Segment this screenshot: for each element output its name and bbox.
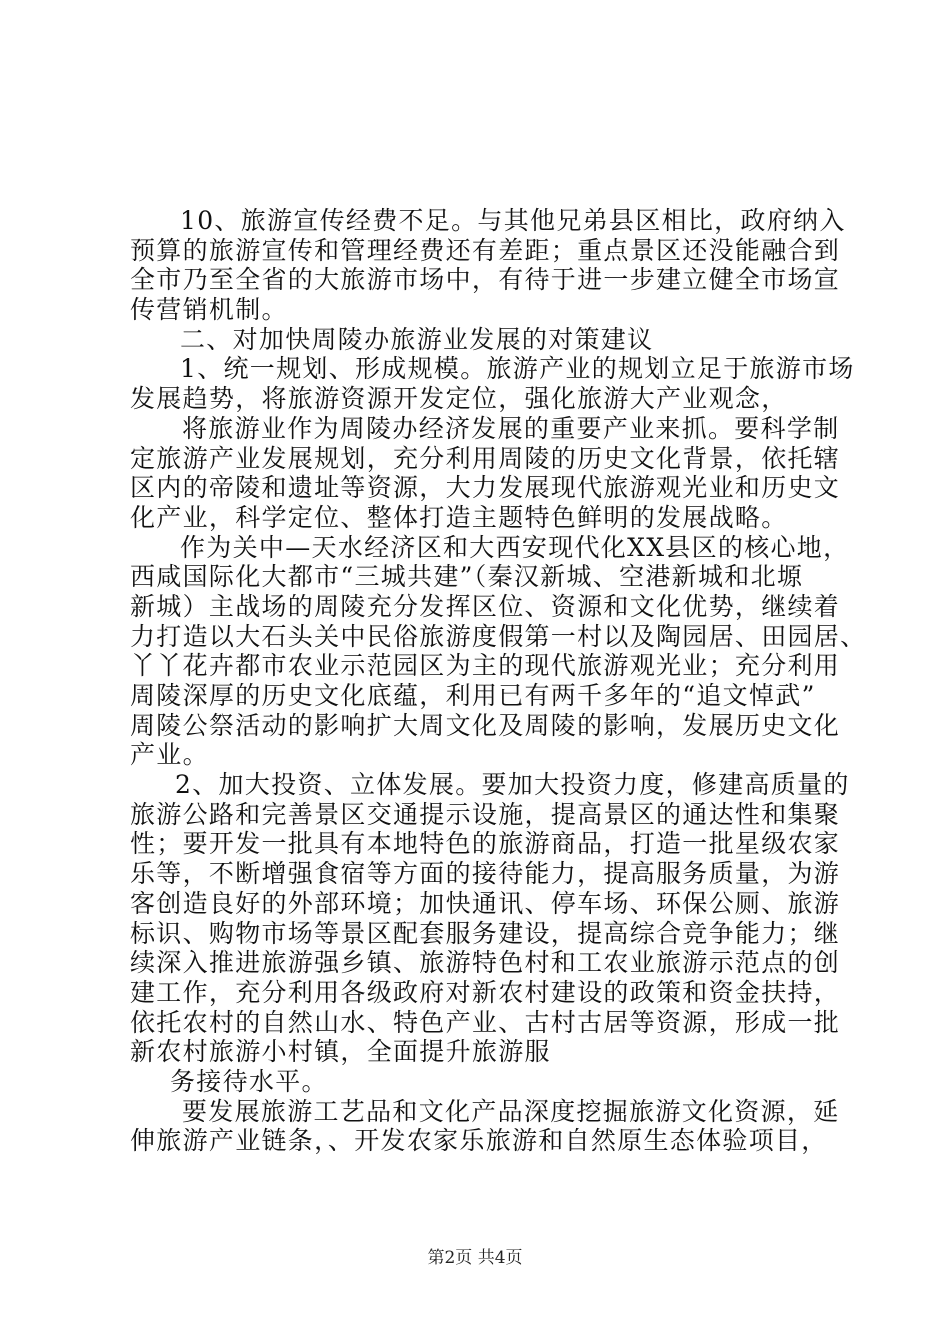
text-line: 作为关中—天水经济区和大西安现代化XX县区的核心地， bbox=[180, 532, 850, 562]
text-line: 务接待水平。 bbox=[170, 1066, 328, 1096]
text-line: 依托农村的自然山水、特色产业、古村古居等资源，形成一批 bbox=[130, 1007, 841, 1037]
text-line: 西咸国际化大都市“三城共建”（秦汉新城、空港新城和北塬 bbox=[130, 562, 804, 592]
text-line: 乐等，不断增强食宿等方面的接待能力，提高服务质量，为游 bbox=[130, 859, 841, 889]
text-line: 要发展旅游工艺品和文化产品深度挖掘旅游文化资源，延 bbox=[182, 1096, 840, 1126]
text-line: 化产业，科学定位、整体打造主题特色鲜明的发展战略。 bbox=[130, 502, 788, 532]
text-line: 预算的旅游宣传和管理经费还有差距；重点景区还没能融合到 bbox=[130, 235, 841, 265]
text-line: 丫丫花卉都市农业示范园区为主的现代旅游观光业；充分利用 bbox=[130, 651, 841, 681]
text-line: 二、对加快周陵办旅游业发展的对策建议 bbox=[180, 324, 654, 354]
text-line: 区内的帝陵和遗址等资源，大力发展现代旅游观光业和历史文 bbox=[130, 473, 841, 503]
text-line: 新农村旅游小村镇，全面提升旅游服 bbox=[130, 1037, 551, 1067]
text-line: 发展趋势，将旅游资源开发定位，强化旅游大产业观念， bbox=[130, 384, 788, 414]
text-line: 性；要开发一批具有本地特色的旅游商品，打造一批星级农家 bbox=[130, 829, 841, 859]
text-line: 续深入推进旅游强乡镇、旅游特色村和工农业旅游示范点的创 bbox=[130, 948, 841, 978]
text-line: 伸旅游产业链条，、开发农家乐旅游和自然原生态体验项目， bbox=[130, 1126, 828, 1156]
text-line: 旅游公路和完善景区交通提示设施，提高景区的通达性和集聚 bbox=[130, 799, 841, 829]
text-line: 产业。 bbox=[130, 740, 209, 770]
text-line: 周陵公祭活动的影响扩大周文化及周陵的影响，发展历史文化 bbox=[130, 710, 841, 740]
text-line: 新城）主战场的周陵充分发挥区位、资源和文化优势，继续着 bbox=[130, 591, 841, 621]
text-line: 全市乃至全省的大旅游市场中，有待于进一步建立健全市场宣 bbox=[130, 265, 841, 295]
text-line: 力打造以大石头关中民俗旅游度假第一村以及陶园居、田园居、 bbox=[130, 621, 867, 651]
text-line: 1、统一规划、形成规模。旅游产业的规划立足于旅游市场 bbox=[180, 354, 855, 384]
page-footer: 第2页 共4页 bbox=[427, 1248, 523, 1268]
text-line: 客创造良好的外部环境；加快通讯、停车场、环保公厕、旅游 bbox=[130, 888, 841, 918]
text-line: 周陵深厚的历史文化底蕴，利用已有两千多年的“追文悼武” bbox=[130, 681, 816, 710]
document-body bbox=[130, 206, 867, 1156]
text-line: 标识、购物市场等景区配套服务建设，提高综合竞争能力；继 bbox=[130, 918, 841, 948]
text-line: 10、旅游宣传经费不足。与其他兄弟县区相比，政府纳入 bbox=[180, 206, 846, 235]
text-line: 定旅游产业发展规划，充分利用周陵的历史文化背景，依托辖 bbox=[130, 443, 841, 473]
text-line: 2、加大投资、立体发展。要加大投资力度，修建高质量的 bbox=[175, 770, 850, 800]
text-line: 建工作，充分利用各级政府对新农村建设的政策和资金扶持， bbox=[130, 977, 841, 1007]
text-line: 传营销机制。 bbox=[130, 295, 288, 325]
text-line: 将旅游业作为周陵办经济发展的重要产业来抓。要科学制 bbox=[182, 413, 840, 443]
